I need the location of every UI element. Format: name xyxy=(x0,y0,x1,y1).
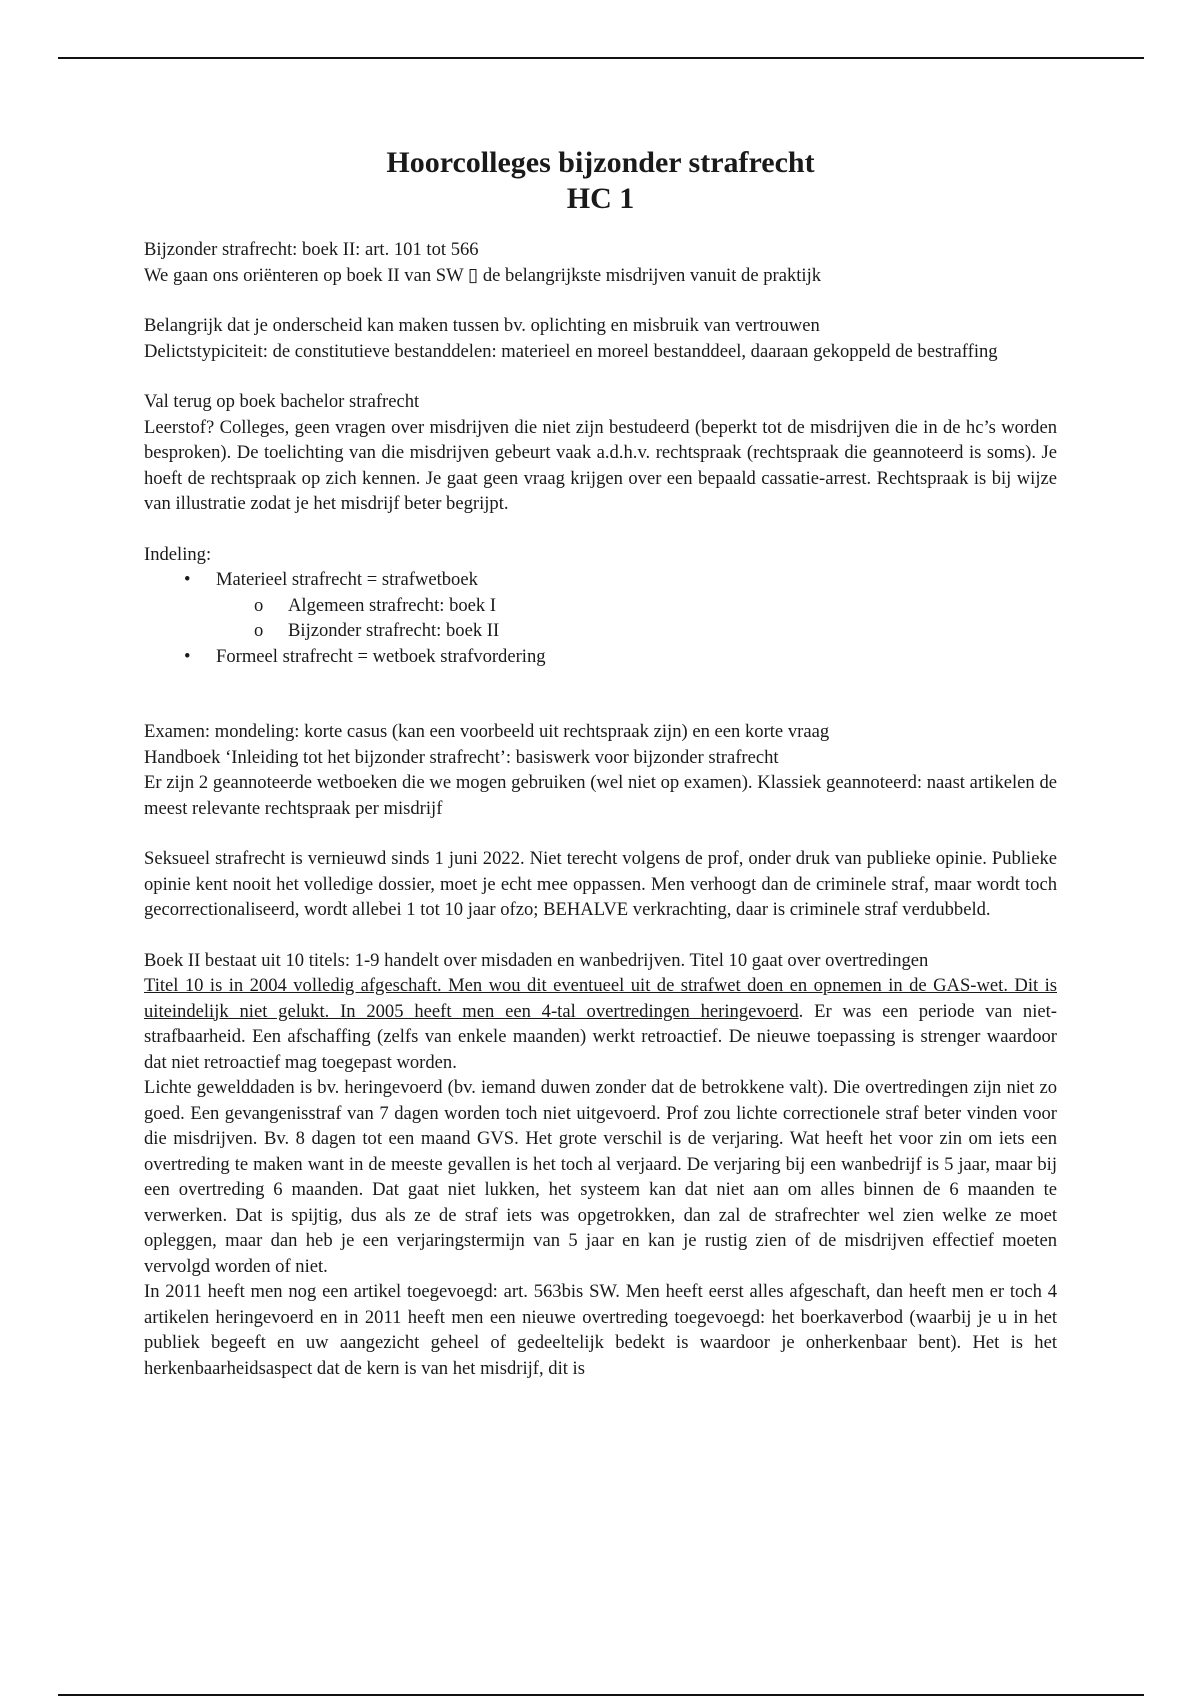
exam-line-2: Handboek ‘Inleiding tot het bijzonder strafrecht’: basiswerk voor bijzonder strafrecht xyxy=(144,746,779,768)
circle-bullet-icon: o xyxy=(254,620,264,641)
study-line-1: Val terug op boek bachelor strafrecht xyxy=(144,391,420,412)
list-item-text: Algemeen strafrecht: boek I xyxy=(288,594,497,616)
study-text: Leerstof? Colleges, geen vragen over misdrijven die niet zijn bestudeerd (beperkt tot de misdrijven die in de hc’s worden besproken). De toelichting van die misdrijven gebeurt vaak a.d.h.v. rechtspraak (rechtspraak die geannoteerd is soms). Je hoeft de rechtspraak op zich kennen. Je gaat geen vraag krijgen over een bepaald cassatie-arrest. Rechtspraak is bij wijze van illustratie zodat je het misdrijf beter begrijpt. xyxy=(144,416,1057,514)
spacer xyxy=(144,288,1057,313)
exam-line-3: Er zijn 2 geannoteerde wetboeken die we mogen gebruiken (wel niet op examen). Klassiek geannoteerd: naast artikelen de meest relevante rechtspraak per misdrijf xyxy=(144,772,1057,819)
spacer xyxy=(144,669,1057,719)
sub-list xyxy=(216,593,1057,644)
list-item-text: Formeel strafrecht = wetboek strafvordering xyxy=(216,645,546,667)
title-line: Hoorcolleges bijzonder strafrecht xyxy=(386,146,815,179)
subtitle-line: HC 1 xyxy=(566,182,635,215)
spacer xyxy=(144,364,1057,389)
distinction-paragraph xyxy=(144,313,1057,364)
intro-paragraph xyxy=(144,237,1057,288)
intro-line-1: Bijzonder strafrecht: boek II: art. 101 tot 566 xyxy=(144,239,479,260)
distinction-line-2: Delictstypiciteit: de constitutieve bestanddelen: materieel en moreel bestanddeel, daaraan gekoppeld de bestraffing xyxy=(144,340,998,362)
document-page xyxy=(144,145,1057,1381)
bullet-icon: • xyxy=(184,569,191,590)
underlined-text: Titel 10 is in 2004 volledig afgeschaft. Men wou dit eventueel uit de strafwet doen en opnemen in de GAS-wet. Dit is uiteindelijk niet gelukt. In 2005 heeft men een 4-tal overtredingen heringevoerd xyxy=(144,975,1057,1022)
spacer xyxy=(144,923,1057,948)
exam-line-1: Examen: mondeling: korte casus (kan een voorbeeld uit rechtspraak zijn) en een korte vraag xyxy=(144,721,830,742)
bullet-icon: • xyxy=(184,645,191,667)
document-title xyxy=(144,145,1057,217)
burka-paragraph: In 2011 heeft men nog een artikel toegevoegd: art. 563bis SW. Men heeft eerst alles afgeschaft, dan heeft men er toch 4 artikelen heringevoerd en in 2011 heeft men een nieuwe overtreding toegevoegd: het boerkaverbod (waarbij je u in het publiek begeeft en uw aangezicht geheel of gedeeltelijk bedekt is waardoor je onherkenbaar bent). Het is het herkenbaarheidsaspect dat de kern is van het misdrijf, dit is xyxy=(144,1281,1057,1379)
intro-line-2: We gaan ons oriënteren op boek II van SW ▯ de belangrijkste misdrijven vanuit de praktijk xyxy=(144,264,822,286)
exam-paragraph xyxy=(144,719,1057,821)
list-item-text: Bijzonder strafrecht: boek II xyxy=(288,620,500,641)
list-item xyxy=(216,618,1057,644)
violence-paragraph: Lichte gewelddaden is bv. heringevoerd (bv. iemand duwen zonder dat de betrokkene valt). Die overtredingen zijn niet zo goed. Een gevangenisstraf van 7 dagen worden toch niet uitgevoerd. Prof zou lichte correctionele straf beter vinden voor die misdrijven. Bv. 8 dagen tot een maand GVS. Het grote verschil is de verjaring. Wat heeft het voor zin om iets een overtreding te maken want in de meeste gevallen is het toch al verjaard. De verjaring bij een wanbedrijf is 5 jaar, maar bij een overtreding 6 maanden. Dat gaat niet lukken, het systeem kan dat niet aan om alles binnen de 6 maanden te verwerken. Dat is spijtig, dus als ze de straf iets was opgetrokken, dan zal de strafrechter wel zien welke ze moet opleggen, maar dan heb je een verjaringstermijn van 5 jaar en kan je rustig zien of de misdrijven effectief moeten vervolgd worden of niet. xyxy=(144,1077,1057,1277)
book2-line-1: Boek II bestaat uit 10 titels: 1-9 handelt over misdaden en wanbedrijven. Titel 10 gaat over overtredingen xyxy=(144,949,929,971)
outline-list xyxy=(144,567,1057,669)
book2-paragraph xyxy=(144,948,1057,1076)
distinction-line-1: Belangrijk dat je onderscheid kan maken tussen bv. oplichting en misbruik van vertrouwen xyxy=(144,315,820,336)
spacer xyxy=(144,517,1057,542)
list-item-text: Materieel strafrecht = strafwetboek xyxy=(216,569,478,590)
list-item xyxy=(144,567,1057,644)
outline-heading: Indeling: xyxy=(144,543,212,565)
sexual-law-paragraph: Seksueel strafrecht is vernieuwd sinds 1 juni 2022. Niet terecht volgens de prof, onder druk van publieke opinie. Publieke opinie kent nooit het volledige dossier, moet je echt mee oppassen. Men verhoogt dan de criminele straf, maar wordt toch gecorrectionaliseerd, wordt allebei 1 tot 10 jaar ofzo; BEHALVE verkrachting, daar is criminele straf verdubbeld. xyxy=(144,848,1057,920)
top-rule xyxy=(58,57,1144,59)
list-item xyxy=(216,593,1057,619)
list-item xyxy=(144,644,1057,670)
circle-bullet-icon: o xyxy=(254,594,264,616)
spacer xyxy=(144,821,1057,846)
bottom-rule xyxy=(58,1694,1144,1696)
book2-rest-text: . Er was een periode van niet-strafbaarheid. Een afschaffing (zelfs van enkele maanden) werkt retroactief. De nieuwe toepassing is strenger waardoor dat niet retroactief mag toegepast worden. xyxy=(144,1000,1058,1073)
study-paragraph xyxy=(144,389,1057,517)
